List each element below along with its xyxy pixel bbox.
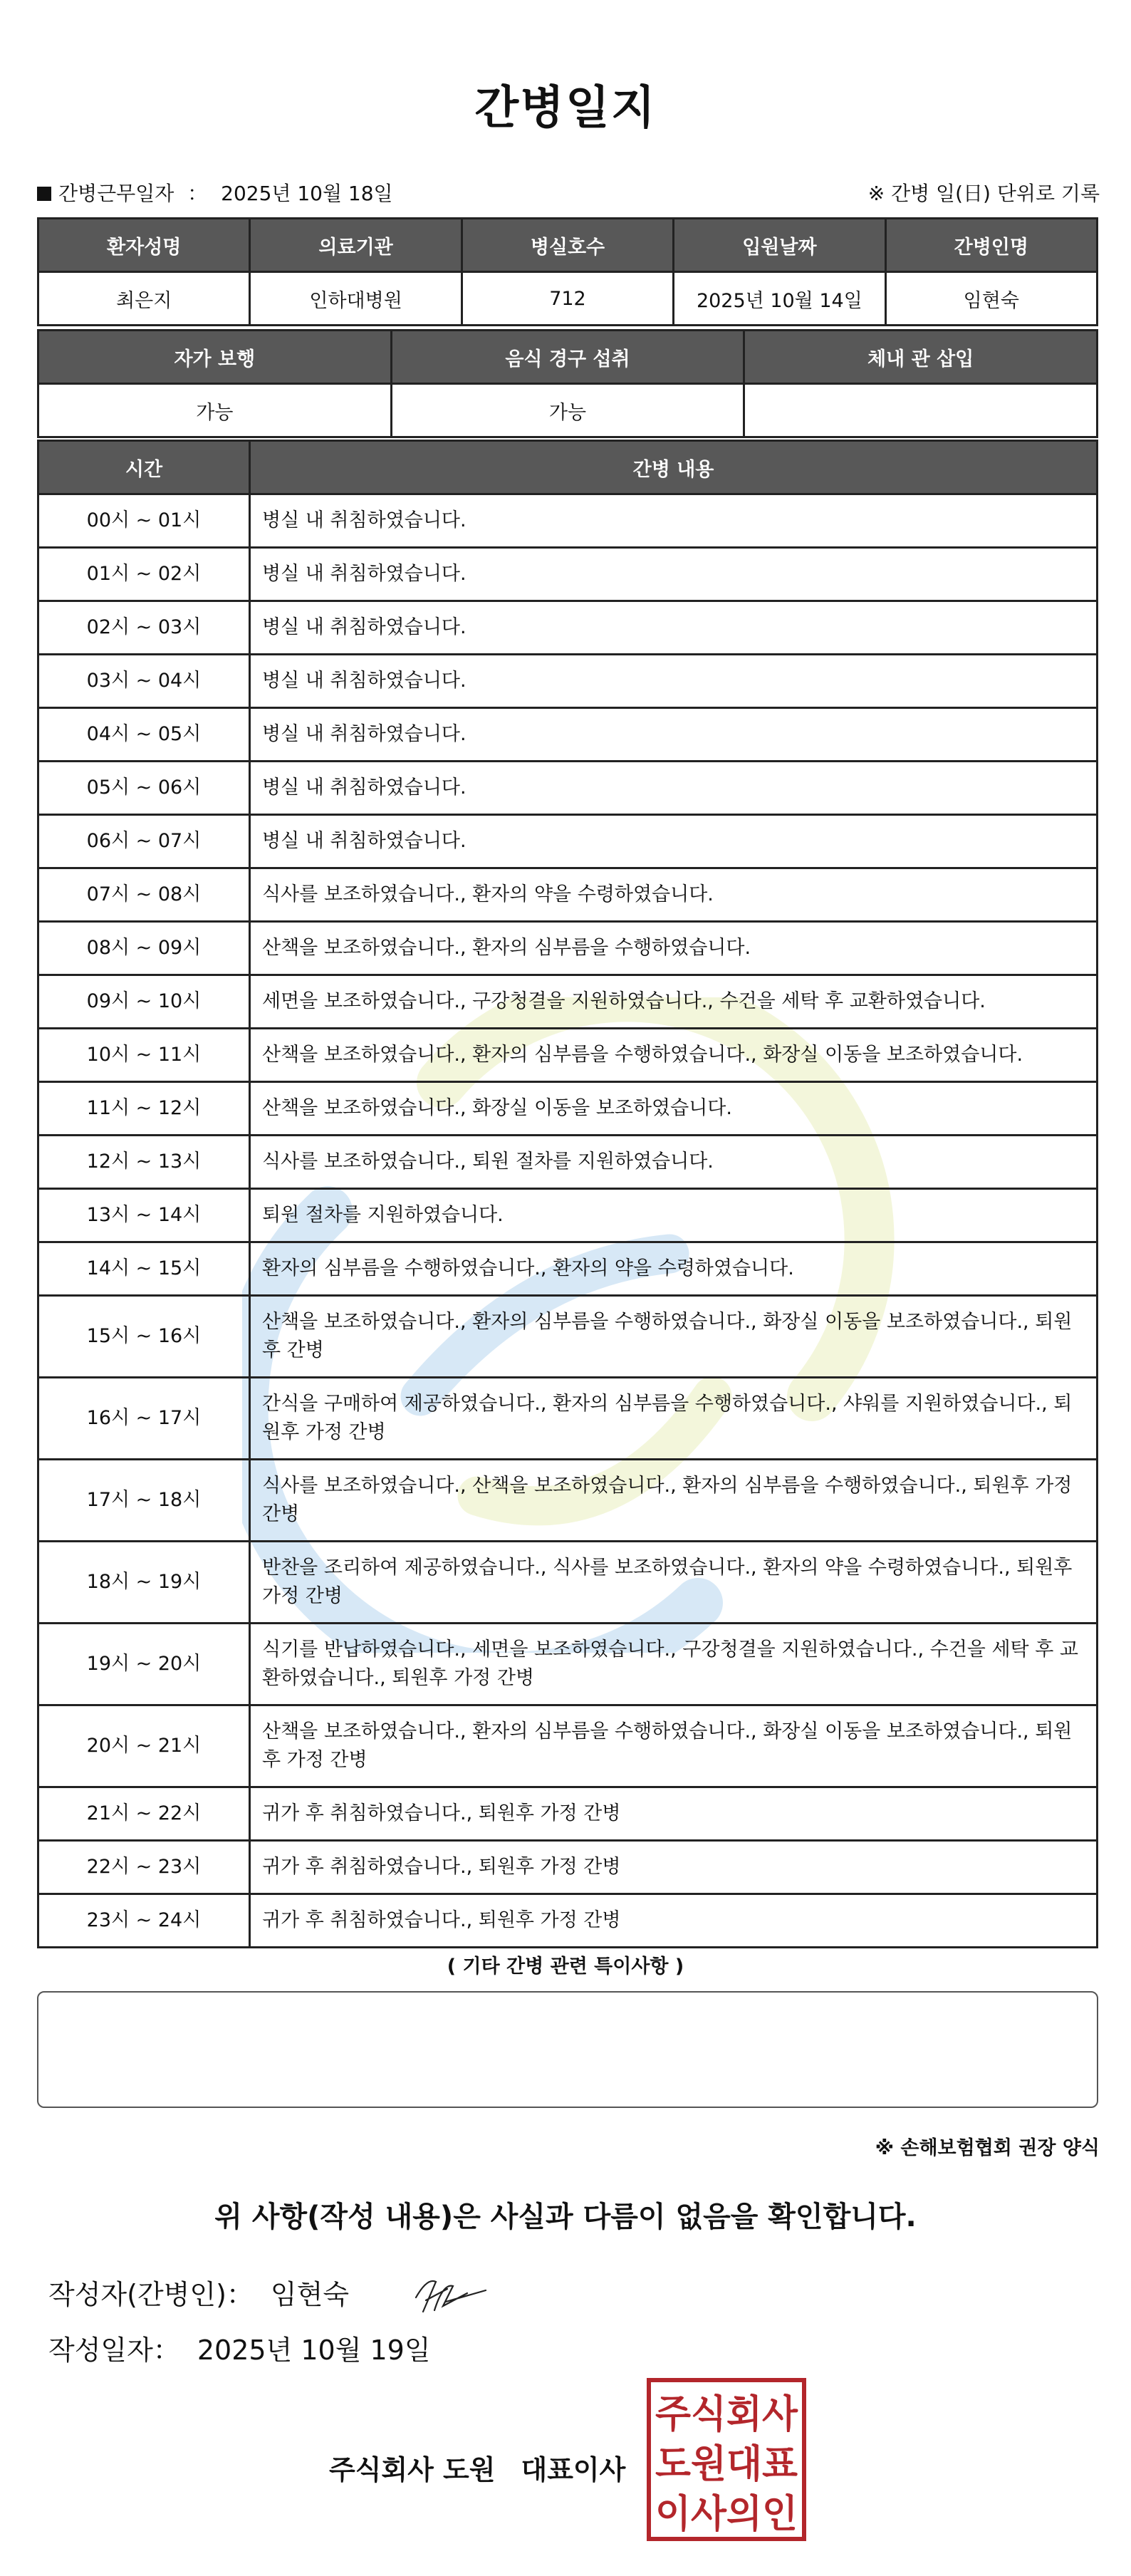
table-row — [38, 1378, 1098, 1460]
work-date-value: 2025년 10월 18일 — [221, 182, 393, 205]
table-row — [38, 1894, 1098, 1948]
hourly-care-log-table — [37, 440, 1098, 1948]
table-row — [38, 815, 1098, 868]
written-date-label: 작성일자： — [48, 2334, 180, 2366]
author-row — [48, 2273, 349, 2312]
svg-text:주식회사: 주식회사 — [655, 2391, 798, 2436]
time-slot: 22시 ~ 23시 — [38, 1841, 250, 1894]
table-row — [38, 975, 1098, 1029]
patient-status-table — [37, 329, 1098, 438]
admission-date: 2025년 10월 14일 — [674, 272, 885, 326]
header-patient-name: 환자성명 — [38, 219, 250, 272]
table-row — [38, 1787, 1098, 1841]
signature-image — [406, 2269, 491, 2319]
care-content: 산책을 보조하였습니다., 화장실 이동을 보조하였습니다. — [250, 1082, 1098, 1136]
care-content: 병실 내 취침하였습니다. — [250, 494, 1098, 548]
time-slot: 12시 ~ 13시 — [38, 1136, 250, 1189]
table-row — [38, 1136, 1098, 1189]
time-slot: 08시 ~ 09시 — [38, 922, 250, 975]
work-date-separator: ： — [187, 182, 208, 205]
table-row — [38, 655, 1098, 708]
time-slot: 03시 ~ 04시 — [38, 655, 250, 708]
header-tube-insertion: 체내 관 삽입 — [744, 331, 1098, 384]
unit-note: ※ 간병 일(日) 단위로 기록 — [867, 182, 1100, 205]
care-content: 병실 내 취침하였습니다. — [250, 601, 1098, 655]
time-slot: 10시 ~ 11시 — [38, 1029, 250, 1082]
care-content: 병실 내 취침하였습니다. — [250, 762, 1098, 815]
work-date-label: 간병근무일자 — [58, 182, 174, 205]
confirmation-statement: 위 사항(작성 내용)은 사실과 다름이 없음을 확인합니다. — [214, 2201, 917, 2233]
care-content: 식기를 반납하였습니다., 세면을 보조하였습니다., 구강청결을 지원하였습니다., 수건을 세탁 후 교환하였습니다., 퇴원후 가정 간병 — [250, 1624, 1098, 1705]
caregiver-name: 임현숙 — [885, 272, 1097, 326]
document-title: 간병일지 — [474, 82, 657, 135]
table-row — [38, 1082, 1098, 1136]
table-row — [38, 601, 1098, 655]
time-slot: 07시 ~ 08시 — [38, 868, 250, 922]
company-name: 주식회사 도원 — [329, 2454, 496, 2486]
time-slot: 14시 ~ 15시 — [38, 1242, 250, 1296]
time-slot: 19시 ~ 20시 — [38, 1624, 250, 1705]
work-date-row — [37, 178, 393, 207]
table-row — [38, 762, 1098, 815]
care-content: 병실 내 취침하였습니다. — [250, 708, 1098, 762]
written-date-row — [48, 2328, 431, 2367]
patient-name: 최은지 — [38, 272, 250, 326]
time-slot: 16시 ~ 17시 — [38, 1378, 250, 1460]
table-row — [38, 1296, 1098, 1378]
care-content: 병실 내 취침하였습니다. — [250, 815, 1098, 868]
care-content: 병실 내 취침하였습니다. — [250, 655, 1098, 708]
time-slot: 01시 ~ 02시 — [38, 548, 250, 601]
author-label: 작성자(간병인)： — [48, 2279, 254, 2310]
table-row — [38, 548, 1098, 601]
table-row — [38, 1841, 1098, 1894]
header-self-walking: 자가 보행 — [38, 331, 392, 384]
svg-text:이사의인: 이사의인 — [655, 2491, 798, 2536]
time-slot: 02시 ~ 03시 — [38, 601, 250, 655]
company-row — [329, 2448, 625, 2487]
care-content: 산책을 보조하였습니다., 환자의 심부름을 수행하였습니다. — [250, 922, 1098, 975]
table-row — [38, 1705, 1098, 1787]
care-content: 간식을 구매하여 제공하였습니다., 환자의 심부름을 수행하였습니다., 샤워를 지원하였습니다., 퇴원후 가정 간병 — [250, 1378, 1098, 1460]
header-time: 시간 — [38, 441, 250, 494]
table-row — [38, 1624, 1098, 1705]
table-row — [38, 1542, 1098, 1624]
care-content: 식사를 보조하였습니다., 퇴원 절차를 지원하였습니다. — [250, 1136, 1098, 1189]
time-slot: 04시 ~ 05시 — [38, 708, 250, 762]
table-row — [38, 868, 1098, 922]
time-slot: 17시 ~ 18시 — [38, 1460, 250, 1542]
written-date-value: 2025년 10월 19일 — [197, 2334, 431, 2366]
header-hospital: 의료기관 — [250, 219, 462, 272]
table-row — [38, 708, 1098, 762]
time-slot: 06시 ~ 07시 — [38, 815, 250, 868]
room-number: 712 — [462, 272, 673, 326]
time-slot: 05시 ~ 06시 — [38, 762, 250, 815]
header-caregiver-name: 간병인명 — [885, 219, 1097, 272]
time-slot: 21시 ~ 22시 — [38, 1787, 250, 1841]
care-content: 귀가 후 취침하였습니다., 퇴원후 가정 간병 — [250, 1787, 1098, 1841]
time-slot: 13시 ~ 14시 — [38, 1189, 250, 1242]
self-walking-value: 가능 — [38, 384, 392, 437]
company-seal-stamp — [645, 2376, 808, 2543]
author-name: 임현숙 — [270, 2279, 350, 2310]
time-slot: 15시 ~ 16시 — [38, 1296, 250, 1378]
care-content: 산책을 보조하였습니다., 환자의 심부름을 수행하였습니다., 화장실 이동을 보조하였습니다. — [250, 1029, 1098, 1082]
care-content: 퇴원 절차를 지원하였습니다. — [250, 1189, 1098, 1242]
table-row — [38, 1460, 1098, 1542]
care-content: 식사를 보조하였습니다., 산책을 보조하였습니다., 환자의 심부름을 수행하였습니다., 퇴원후 가정 간병 — [250, 1460, 1098, 1542]
svg-text:도원대표: 도원대표 — [655, 2441, 798, 2486]
time-slot: 09시 ~ 10시 — [38, 975, 250, 1029]
care-content: 병실 내 취침하였습니다. — [250, 548, 1098, 601]
source-note: ※ 손해보험협회 권장 양식 — [875, 2137, 1100, 2159]
table-row — [38, 1242, 1098, 1296]
time-slot: 20시 ~ 21시 — [38, 1705, 250, 1787]
care-content: 세면을 보조하였습니다., 구강청결을 지원하였습니다., 수건을 세탁 후 교환하였습니다. — [250, 975, 1098, 1029]
care-content: 귀가 후 취침하였습니다., 퇴원후 가정 간병 — [250, 1841, 1098, 1894]
oral-intake-value: 가능 — [391, 384, 744, 437]
care-content: 식사를 보조하였습니다., 환자의 약을 수령하였습니다. — [250, 868, 1098, 922]
special-notes-box — [37, 1991, 1098, 2108]
patient-info-table — [37, 217, 1098, 326]
care-content: 산책을 보조하였습니다., 환자의 심부름을 수행하였습니다., 화장실 이동을 보조하였습니다., 퇴원후 가정 간병 — [250, 1705, 1098, 1787]
special-notes-title: ( 기타 간병 관련 특이사항 ) — [447, 1956, 684, 1978]
time-slot: 18시 ~ 19시 — [38, 1542, 250, 1624]
table-row — [38, 1029, 1098, 1082]
time-slot: 00시 ~ 01시 — [38, 494, 250, 548]
header-room-number: 병실호수 — [462, 219, 673, 272]
table-row — [38, 494, 1098, 548]
square-bullet-icon — [37, 187, 51, 201]
care-content: 반찬을 조리하여 제공하였습니다., 식사를 보조하였습니다., 환자의 약을 수령하였습니다., 퇴원후 가정 간병 — [250, 1542, 1098, 1624]
tube-insertion-value — [744, 384, 1098, 437]
representative-title: 대표이사 — [521, 2454, 626, 2486]
care-content: 산책을 보조하였습니다., 환자의 심부름을 수행하였습니다., 화장실 이동을 보조하였습니다., 퇴원후 간병 — [250, 1296, 1098, 1378]
header-oral-intake: 음식 경구 섭취 — [391, 331, 744, 384]
header-admission-date: 입원날짜 — [674, 219, 885, 272]
table-row — [38, 922, 1098, 975]
hospital-name: 인하대병원 — [250, 272, 462, 326]
care-content: 환자의 심부름을 수행하였습니다., 환자의 약을 수령하였습니다. — [250, 1242, 1098, 1296]
table-row — [38, 1189, 1098, 1242]
care-content: 귀가 후 취침하였습니다., 퇴원후 가정 간병 — [250, 1894, 1098, 1948]
time-slot: 23시 ~ 24시 — [38, 1894, 250, 1948]
time-slot: 11시 ~ 12시 — [38, 1082, 250, 1136]
header-care-content: 간병 내용 — [250, 441, 1098, 494]
